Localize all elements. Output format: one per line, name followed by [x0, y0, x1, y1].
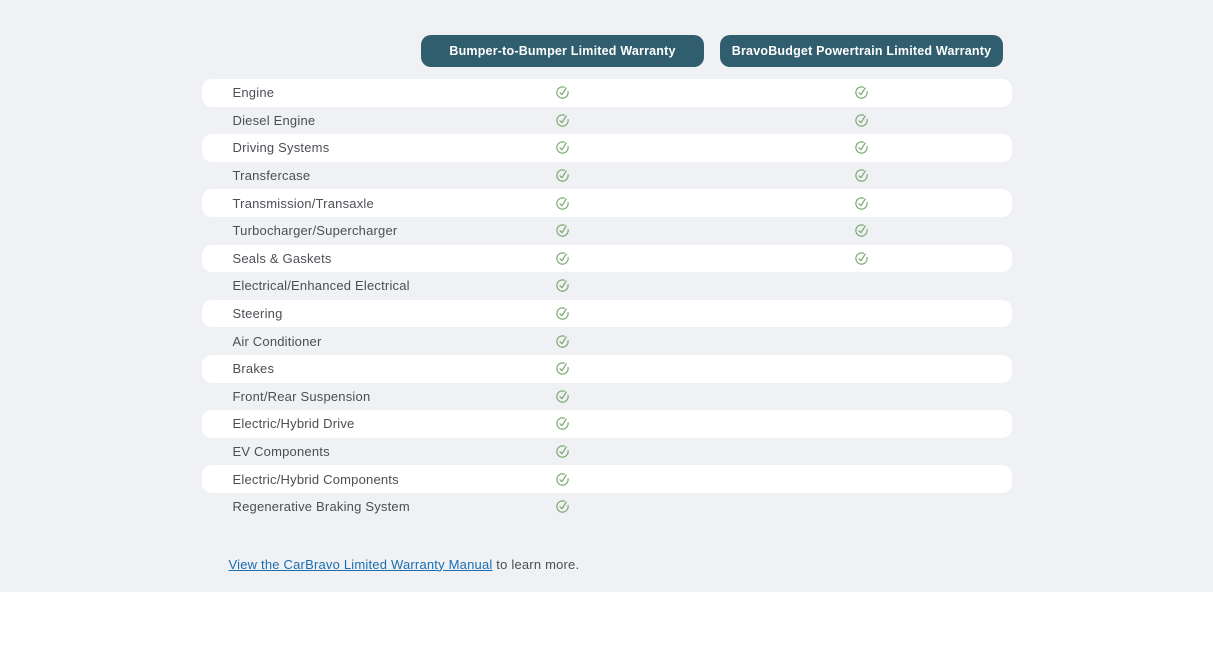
table-row [202, 245, 1012, 273]
row-label: Engine [232, 85, 275, 101]
table-row [202, 383, 1012, 411]
check-circle-icon [555, 472, 570, 487]
check-circle-icon [555, 278, 570, 293]
row-label: Driving Systems [232, 140, 330, 156]
check-circle-icon [555, 168, 570, 183]
check-cell [414, 223, 712, 238]
check-cell [414, 168, 712, 183]
warranty-column-headers [202, 35, 1012, 67]
check-circle-icon [854, 140, 869, 155]
check-circle-icon [555, 444, 570, 459]
check-cell [712, 85, 1012, 100]
row-label: Brakes [232, 361, 275, 377]
row-label: Front/Rear Suspension [232, 388, 371, 404]
check-circle-icon [555, 85, 570, 100]
check-circle-icon [555, 389, 570, 404]
table-row [202, 162, 1012, 190]
row-label: Electric/Hybrid Components [232, 471, 399, 487]
check-cell [414, 416, 712, 431]
warranty-table [202, 79, 1012, 521]
row-label: Steering [232, 306, 283, 322]
table-row [202, 134, 1012, 162]
table-row [202, 300, 1012, 328]
table-row [202, 272, 1012, 300]
check-cell [712, 196, 1012, 211]
table-row [202, 79, 1012, 107]
check-cell [414, 389, 712, 404]
check-cell [712, 334, 1012, 349]
table-row [202, 217, 1012, 245]
check-cell [414, 251, 712, 266]
check-cell [414, 85, 712, 100]
table-row [202, 107, 1012, 135]
check-cell [414, 196, 712, 211]
check-cell [414, 278, 712, 293]
warranty-manual-link[interactable]: View the CarBravo Limited Warranty Manual [228, 556, 493, 572]
bumper-to-bumper-warranty-button[interactable]: Bumper-to-Bumper Limited Warranty [421, 35, 704, 67]
check-circle-icon [555, 361, 570, 376]
row-label: Turbocharger/Supercharger [232, 223, 398, 239]
check-circle-icon [854, 196, 869, 211]
check-circle-icon [555, 251, 570, 266]
check-circle-icon [555, 140, 570, 155]
check-circle-icon [854, 113, 869, 128]
table-row [202, 493, 1012, 521]
check-cell [712, 389, 1012, 404]
check-cell [712, 168, 1012, 183]
check-cell [712, 472, 1012, 487]
check-circle-icon [555, 306, 570, 321]
check-cell [414, 113, 712, 128]
row-label: Air Conditioner [232, 333, 322, 349]
check-cell [712, 113, 1012, 128]
check-circle-icon [854, 85, 869, 100]
footer-suffix-text: to learn more. [492, 556, 580, 572]
check-cell [712, 499, 1012, 514]
row-label: Transfercase [232, 168, 311, 184]
table-row [202, 189, 1012, 217]
powertrain-warranty-button[interactable]: BravoBudget Powertrain Limited Warranty [720, 35, 1003, 67]
check-circle-icon [854, 223, 869, 238]
warranty-content [202, 0, 1012, 572]
row-label: EV Components [232, 444, 330, 460]
check-cell [712, 251, 1012, 266]
check-circle-icon [854, 168, 869, 183]
table-row [202, 465, 1012, 493]
check-cell [414, 472, 712, 487]
check-cell [712, 361, 1012, 376]
check-circle-icon [555, 416, 570, 431]
row-label: Transmission/Transaxle [232, 195, 374, 211]
check-circle-icon [555, 196, 570, 211]
check-cell [712, 444, 1012, 459]
row-label: Electrical/Enhanced Electrical [232, 278, 410, 294]
row-label: Regenerative Braking System [232, 499, 410, 515]
warranty-footer-note [229, 557, 1012, 572]
check-cell [712, 278, 1012, 293]
check-circle-icon [555, 499, 570, 514]
table-row [202, 327, 1012, 355]
table-row [202, 355, 1012, 383]
check-circle-icon [555, 113, 570, 128]
check-circle-icon [555, 334, 570, 349]
check-cell [414, 361, 712, 376]
table-row [202, 438, 1012, 466]
check-cell [712, 416, 1012, 431]
check-cell [414, 140, 712, 155]
row-label: Seals & Gaskets [232, 250, 332, 266]
row-label: Electric/Hybrid Drive [232, 416, 355, 432]
check-circle-icon [555, 223, 570, 238]
check-cell [414, 334, 712, 349]
check-cell [712, 223, 1012, 238]
check-circle-icon [854, 251, 869, 266]
check-cell [712, 306, 1012, 321]
check-cell [414, 499, 712, 514]
check-cell [414, 306, 712, 321]
check-cell [712, 140, 1012, 155]
check-cell [414, 444, 712, 459]
page-bottom-whitespace [0, 592, 1213, 648]
table-row [202, 410, 1012, 438]
row-label: Diesel Engine [232, 112, 316, 128]
